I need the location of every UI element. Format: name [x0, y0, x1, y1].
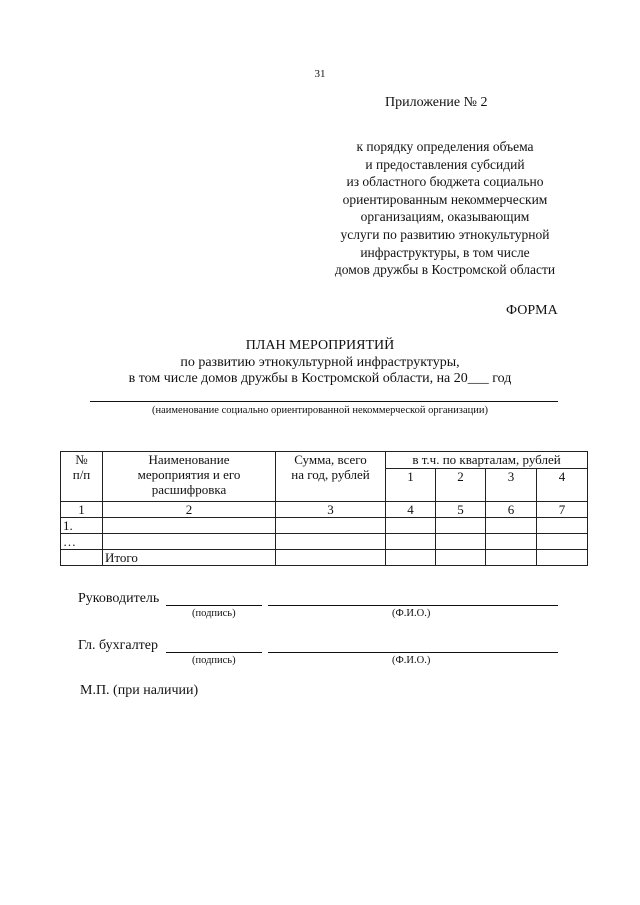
head-name-line: [268, 605, 558, 606]
preamble-line: организациям, оказывающим: [360, 209, 530, 225]
column-number: 7: [537, 502, 588, 518]
header-quarter: 2: [436, 469, 486, 502]
column-number: 6: [486, 502, 537, 518]
table-cell: [386, 534, 436, 550]
header-name: Наименование мероприятия и его расшифровка: [103, 452, 276, 502]
preamble-line: и предоставления субсидий: [365, 156, 525, 172]
head-label: Руководитель: [78, 591, 160, 606]
accountant-name-caption: (Ф.И.О.): [392, 655, 431, 666]
appendix-title: Приложение № 2: [385, 95, 488, 110]
table-cell: [386, 550, 436, 566]
org-name-caption: (наименование социально ориентированной некоммерческой организации): [152, 405, 488, 416]
table-cell: [386, 518, 436, 534]
accountant-sign-caption: (подпись): [192, 655, 236, 666]
table-cell: [537, 550, 588, 566]
appendix-preamble: [300, 138, 590, 279]
title-line-2: по развитию этнокультурной инфраструктуры,: [180, 354, 460, 370]
table-cell: [276, 518, 386, 534]
page-number: 31: [314, 68, 326, 80]
plan-table: [60, 451, 588, 566]
row-name: [103, 534, 276, 550]
table-row: [61, 534, 588, 550]
header-quarter: 4: [537, 469, 588, 502]
row-num: [61, 550, 103, 566]
head-name-caption: (Ф.И.О.): [392, 608, 431, 619]
preamble-line: из областного бюджета социально: [346, 174, 544, 190]
header-num: № п/п: [61, 452, 103, 502]
column-number: 4: [386, 502, 436, 518]
preamble-line: инфраструктуры, в том числе: [360, 244, 530, 260]
preamble-line: к порядку определения объема: [356, 139, 534, 154]
preamble-line: ориентированным некоммерческим: [342, 191, 548, 207]
accountant-name-line: [268, 652, 558, 653]
column-number: 2: [103, 502, 276, 518]
preamble-line: услуги по развитию этнокультурной: [340, 226, 550, 242]
table-cell: [436, 534, 486, 550]
column-number: 1: [61, 502, 103, 518]
table-cell: [537, 518, 588, 534]
head-sign-caption: (подпись): [192, 608, 236, 619]
title-line-3: в том числе домов дружбы в Костромской области, на 20___ год: [128, 371, 512, 386]
table-cell: [486, 534, 537, 550]
table-cell: [436, 550, 486, 566]
header-sum: Сумма, всего на год, рублей: [276, 452, 386, 502]
row-num: 1.: [61, 518, 103, 534]
header-quarter: 1: [386, 469, 436, 502]
header-quarter: 3: [486, 469, 537, 502]
row-num: …: [61, 534, 103, 550]
accountant-signature-line: [166, 652, 262, 653]
document-title: [60, 338, 580, 388]
table-cell: [276, 550, 386, 566]
column-number: 3: [276, 502, 386, 518]
stamp-note: М.П. (при наличии): [80, 683, 199, 698]
column-number: 5: [436, 502, 486, 518]
table-row: [61, 518, 588, 534]
org-name-line: [90, 401, 558, 402]
preamble-line: домов дружбы в Костромской области: [334, 262, 556, 278]
form-label: ФОРМА: [506, 303, 558, 318]
table-cell: [486, 550, 537, 566]
table-row-total: [61, 550, 588, 566]
table-cell: [486, 518, 537, 534]
head-signature-line: [166, 605, 262, 606]
table-cell: [276, 534, 386, 550]
row-name: Итого: [103, 550, 276, 566]
row-name: [103, 518, 276, 534]
table-cell: [537, 534, 588, 550]
header-quarters-group: в т.ч. по кварталам, рублей: [386, 452, 588, 469]
title-main: ПЛАН МЕРОПРИЯТИЙ: [245, 338, 395, 353]
accountant-label: Гл. бухгалтер: [78, 638, 159, 653]
table-cell: [436, 518, 486, 534]
